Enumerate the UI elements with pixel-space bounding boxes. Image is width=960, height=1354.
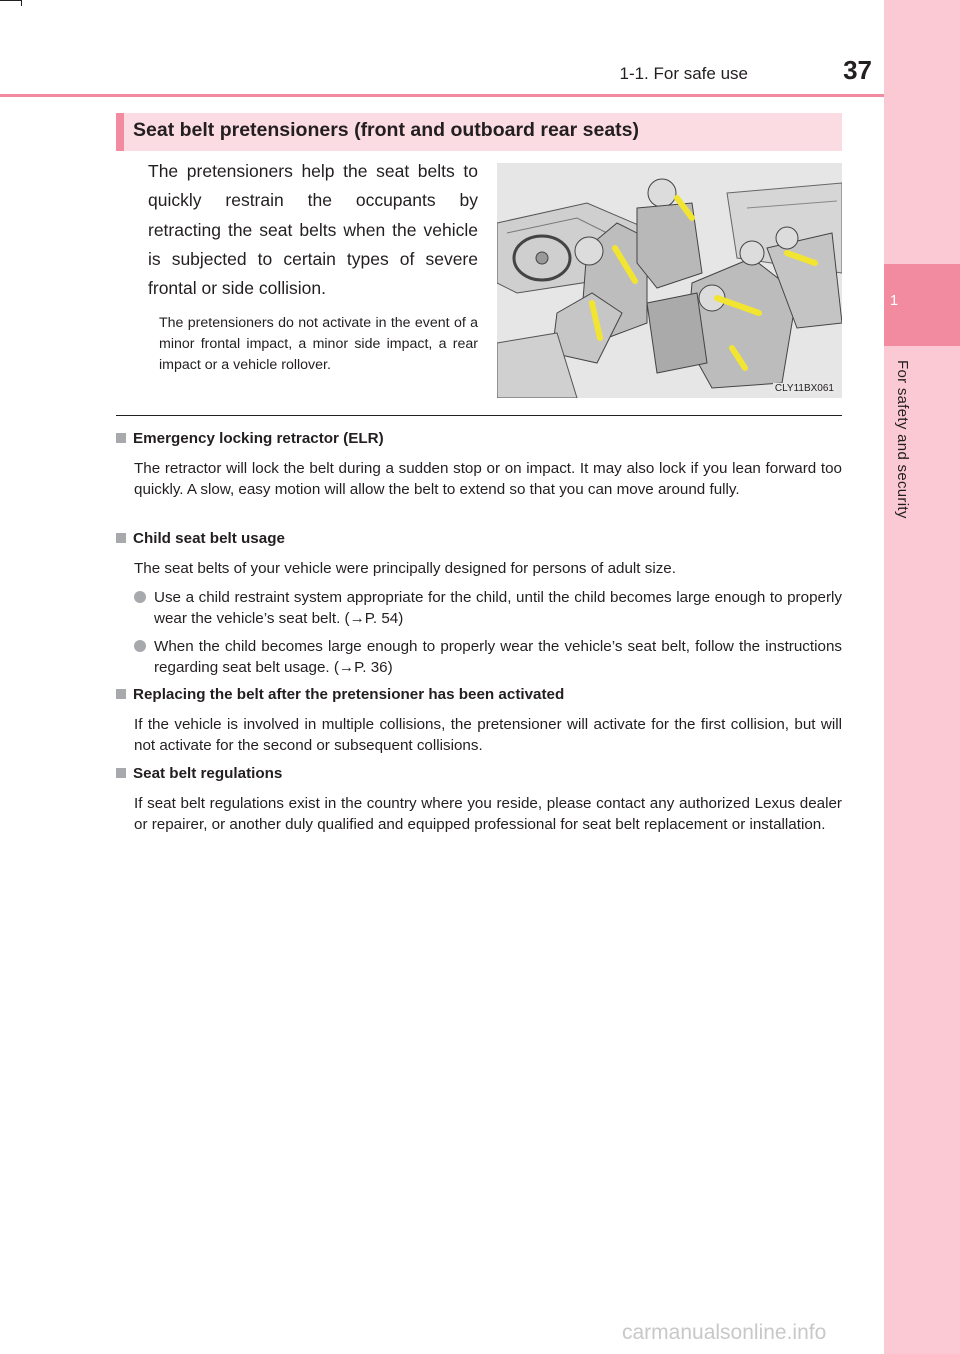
square-bullet-icon	[116, 433, 126, 443]
item-body-replacing-belt: If the vehicle is involved in multiple collisions, the pretensioner will activate for the first collision, but will not activate for the second or subsequent collisions.	[134, 716, 842, 755]
section-divider	[116, 415, 842, 416]
crop-mark	[0, 0, 22, 1]
item-heading-text: Emergency locking retractor (ELR)	[133, 430, 384, 447]
item-heading-regulations	[116, 765, 282, 782]
item-body-child-seat-belt: The seat belts of your vehicle were principally designed for persons of adult size.	[134, 560, 676, 577]
item-heading-replacing-belt	[116, 686, 564, 703]
bullet-text: When the child becomes large enough to properly wear the vehicle’s seat belt, follow the instructions regarding seat belt usage. (→P. 36)	[154, 638, 842, 677]
circle-bullet-icon	[134, 591, 146, 603]
intro-note: The pretensioners do not activate in the event of a minor frontal impact, a minor side impact, a rear impact or a vehicle rollover.	[159, 315, 478, 373]
pretensioner-illustration	[497, 163, 842, 398]
list-item	[134, 636, 842, 678]
item-heading-text: Replacing the belt after the pretensioner has been activated	[133, 686, 565, 703]
section-title: Seat belt pretensioners (front and outboard rear seats)	[133, 119, 640, 141]
crop-mark	[21, 0, 22, 6]
item-body-elr: The retractor will lock the belt during a sudden stop or on impact. It may also lock if you lean forward too quickly. A slow, easy motion will allow the belt to extend so that you can move around fully.	[134, 460, 842, 499]
item-heading-elr	[116, 430, 384, 447]
square-bullet-icon	[116, 533, 126, 543]
item-heading-text: Seat belt regulations	[133, 765, 283, 782]
chapter-title: For safety and security	[894, 360, 911, 519]
intro-paragraph: The pretensioners help the seat belts to quickly restrain the occupants by retracting the seat belts when the vehicle is subjected to certain types of severe frontal or side collision.	[148, 161, 478, 299]
section-label: 1-1. For safe use	[619, 64, 748, 83]
circle-bullet-icon	[134, 640, 146, 652]
page-number: 37	[843, 55, 872, 85]
list-item	[134, 587, 842, 629]
chapter-sidebar	[884, 0, 960, 1354]
bullet-text: Use a child restraint system appropriate for the child, until the child becomes large enough to properly wear the vehicle’s seat belt. (→P. 54)	[154, 589, 842, 628]
item-body-regulations: If seat belt regulations exist in the country where you reside, please contact any authorized Lexus dealer or repairer, or another duly qualified and equipped professional for seat belt replacement or installation.	[134, 795, 842, 834]
chapter-number: 1	[889, 292, 899, 309]
square-bullet-icon	[116, 689, 126, 699]
item-heading-child-seat-belt	[116, 530, 285, 547]
vehicle-interior-drawing	[497, 163, 842, 398]
figure-code: CLY11BX061	[774, 383, 834, 394]
item-heading-text: Child seat belt usage	[133, 530, 285, 547]
watermark: carmanualsonline.info	[622, 1321, 827, 1344]
square-bullet-icon	[116, 768, 126, 778]
section-heading-accent	[116, 113, 124, 151]
header-rule	[0, 94, 884, 97]
